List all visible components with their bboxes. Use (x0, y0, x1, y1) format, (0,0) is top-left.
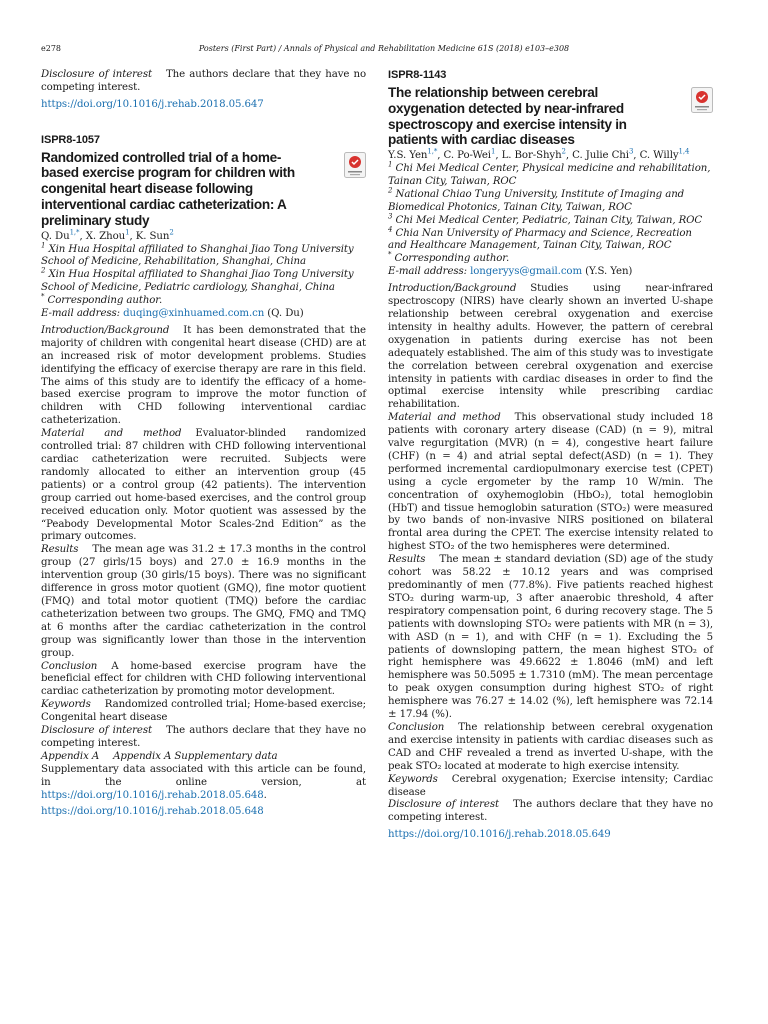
disclosure-section: Disclosure of interest The authors declare that they have no competing interest. (41, 725, 366, 749)
disclosure-section: Disclosure of interest The authors declare that they have no competing interest. (388, 799, 713, 824)
intro-section: Introduction/Background It has been demonstrated that the majority of children with congenital heart disease (CHD) are at an increased risk of motor development problems. Studies identifying the efficacy of exercise therapy are rare in this field. The aims of this study are to identify the efficacy of a home-based exercise program to improve the motor function of children with CHD following interventional cardiac catheterization. (41, 324, 366, 427)
affiliation: $^2$ National Chiao Tung University, Institute of Imaging and Biomedical Photonics, Tainan City, Taiwan, ROC (388, 186, 685, 213)
method-section: Material and method Evaluator-blinded randomized controlled trial: 87 children with CHD following interventional cardiac catheterization were recruited. Subjects were randomly allocated to either an intervention group (45 patients) or a control group (42 patients). The intervention group carried out home-based exercises, and the control group received education only. Motor quotient was assessed by the “Peabody Developmental Motor Scales-2nd Edition” as the primary outcomes. (41, 428, 366, 543)
supplementary-link[interactable]: https://doi.org/10.1016/j.rehab.2018.05.648 (41, 789, 264, 801)
check-for-updates-icon[interactable] (691, 87, 713, 113)
affiliation: $^1$ Xin Hua Hospital affiliated to Shanghai Jiao Tong University School of Medicine, Rehabilitation, Shanghai, China (41, 241, 354, 268)
article-id: ISPR8-1143 (388, 69, 447, 81)
email-link[interactable]: duqing@xinhuamed.com.cn (123, 308, 265, 320)
doi-link[interactable]: https://doi.org/10.1016/j.rehab.2018.05.648 (41, 806, 264, 818)
right-column (388, 69, 713, 842)
corresponding-note: * Corresponding author. (41, 292, 163, 307)
author: L. Bor-Shyh (501, 150, 562, 162)
intro-section: Introduction/Background Studies using near-infrared spectroscopy (NIRS) have clearly shown an inverted U-shape relationship between cerebral oxygenation and exercise intensity in healthy adults. However, the pattern of cerebral oxygenation in patients during exercise has not been adequately established. The aim of this study was to investigate the correlation between cerebral oxygenation and exercise intensity in patients with cardiac diseases in order to find the optimal exercise intensity while prescribing cardiac rehabilitation. (388, 283, 713, 411)
article-title: Randomized controlled trial of a home-based exercise program for children with congenital heart disease following interventional cardiac catheterization: A preliminary study (41, 149, 295, 228)
author: C. Po-Wei (443, 150, 491, 162)
author: K. Sun (135, 230, 170, 242)
author: Q. Du (41, 230, 70, 242)
author: C. Willy (639, 150, 679, 162)
running-header (41, 44, 727, 58)
results-section: Results The mean ± standard deviation (SD) age of the study cohort was 58.22 ± 10.12 years and was comprised predominantly of men (77.8%). Five patients reached highest STO₂ during warm-up, 3 after anaerobic threshold, 4 after respiratory compensation point, 6 during recovery stage. The 5 patients with downsloping STO₂ were patients with MR (n = 3), with ASD (n = 1), and with CHF (n = 1). Excluding the 5 patients of downsloping pattern, the mean highest STO₂ of right hemisphere was 49.6622 ± 1.8046 (mM) and left hemisphere was 50.5095 ± 1.7310 (mM). The mean percentage to peak oxygen consumption during highest STO₂ of right hemisphere was 76.27 ± 14.02 (%), left hemisphere was 72.14 ± 17.94 (%). (388, 554, 713, 721)
left-column (41, 69, 366, 819)
affiliation: $^2$ Xin Hua Hospital affiliated to Shanghai Jiao Tong University School of Medicine, Pediatric cardiology, Shanghai, China (41, 266, 354, 294)
author: X. Zhou (85, 230, 126, 242)
prev-disclosure: Disclosure of interest The authors declare that they have no competing interest. (41, 69, 366, 93)
page-number: e278 (41, 44, 62, 53)
journal-citation: Posters (First Part) / Annals of Physical and Rehabilitation Medicine 61S (2018) e103–e308 (198, 44, 570, 53)
appendix-heading: Appendix A Appendix A Supplementary data (41, 750, 278, 762)
article-id: ISPR8-1057 (41, 133, 100, 146)
author: Y.S. Yen (388, 150, 428, 162)
prev-doi-link[interactable]: https://doi.org/10.1016/j.rehab.2018.05.647 (41, 98, 264, 110)
email-link[interactable]: longeryys@gmail.com (470, 266, 583, 278)
conclusion-section: Conclusion A home-based exercise program have the beneficial effect for children with CHD following interventional cardiac catheterization by promoting motor development. (41, 660, 366, 698)
article-title-block (388, 85, 713, 148)
method-section: Material and method This observational study included 18 patients with coronary artery disease (CAD) (n = 9), mitral valve regurgitation (MVR) (n = 4), congestive heart failure (CHF) (n = 4) and atrial septal defect(ASD) (n = 1). They performed incremental cardiopulmonary exercise test (CPET) using a cycle ergometer by the ramp 10 W/min. The concentration of oxyhemoglobin (HbO₂), total hemoglobin (HbT) and tissue hemoglobin saturation (STO₂) were measured by two bands of non-invasive NIRS positioned on bilateral frontal area during the CPET. The exercise intensity related to highest STO₂ of the two hemispheres were determined. (388, 412, 713, 553)
conclusion-section: Conclusion The relationship between cerebral oxygenation and exercise intensity in patients with cardiac diseases such as CAD and CHF revealed a trend as inverted U-shape, with the peak STO₂ located at moderate to high exercise intensity. (388, 721, 713, 772)
affiliation: $^1$ Chi Mei Medical Center, Physical medicine and rehabilitation, Tainan City, Taiwan, ROC (388, 160, 711, 187)
author-list: Q. $Du^{1,*}$, X. Zhou$^1$, K. Sun$^2$ (41, 228, 174, 242)
author: C. Julie Chi (572, 150, 629, 162)
email-line: E-mail address: duqing@xinhuamed.com.cn (Q. Du) (41, 308, 304, 320)
article-title-block (41, 150, 366, 229)
email-line: E-mail address: longeryys@gmail.com (Y.S. Yen) (388, 266, 633, 278)
corresponding-note: * Corresponding author. (388, 250, 510, 265)
keywords-section: Keywords Randomized controlled trial; Home-based exercise; Congenital heart disease (41, 699, 366, 724)
results-section: Results The mean age was 31.2 ± 17.3 months in the control group (27 girls/15 boys) and 27.0 ± 16.9 months in the intervention group (30 girls/15 boys). There was no significant difference in gross motor quotient (GMQ), fine motor quotient (FMQ) and total motor quotient (TMQ) before the cardiac catheterization between two groups. The GMQ, FMQ and TMQ at 6 months after the cardiac catheterization in the control group was significantly lower than those in the intervention group. (41, 544, 366, 659)
doi-link[interactable]: https://doi.org/10.1016/j.rehab.2018.05.649 (388, 829, 611, 841)
author-list: Y.S. Yen$^{1,*}$, C. Po-Wei$^1$, L. Bor-Shyh$^2$, C. Julie Chi$^3$, C. Willy$^{1,4}$ (388, 147, 690, 162)
affiliation: $^4$ Chia Nan University of Pharmacy and Science, Recreation and Healthcare Management, Tainan City, Taiwan, ROC (388, 225, 692, 252)
supplementary-note: Supplementary data associated with this article can be found, in the online version, at https://doi.org/10.1016/j.rehab.2018.05.648. (41, 763, 366, 801)
affiliation: $^3$ Chi Mei Medical Center, Pediatric, Tainan City, Taiwan, ROC (388, 212, 703, 226)
keywords-section: Keywords Cerebral oxygenation; Exercise intensity; Cardiac disease (388, 773, 713, 798)
check-for-updates-icon[interactable] (344, 152, 366, 178)
article-title: The relationship between cerebral oxygenation detected by near-infrared spectroscopy and exercise intensity in patients with cardiac diseases (388, 84, 627, 148)
